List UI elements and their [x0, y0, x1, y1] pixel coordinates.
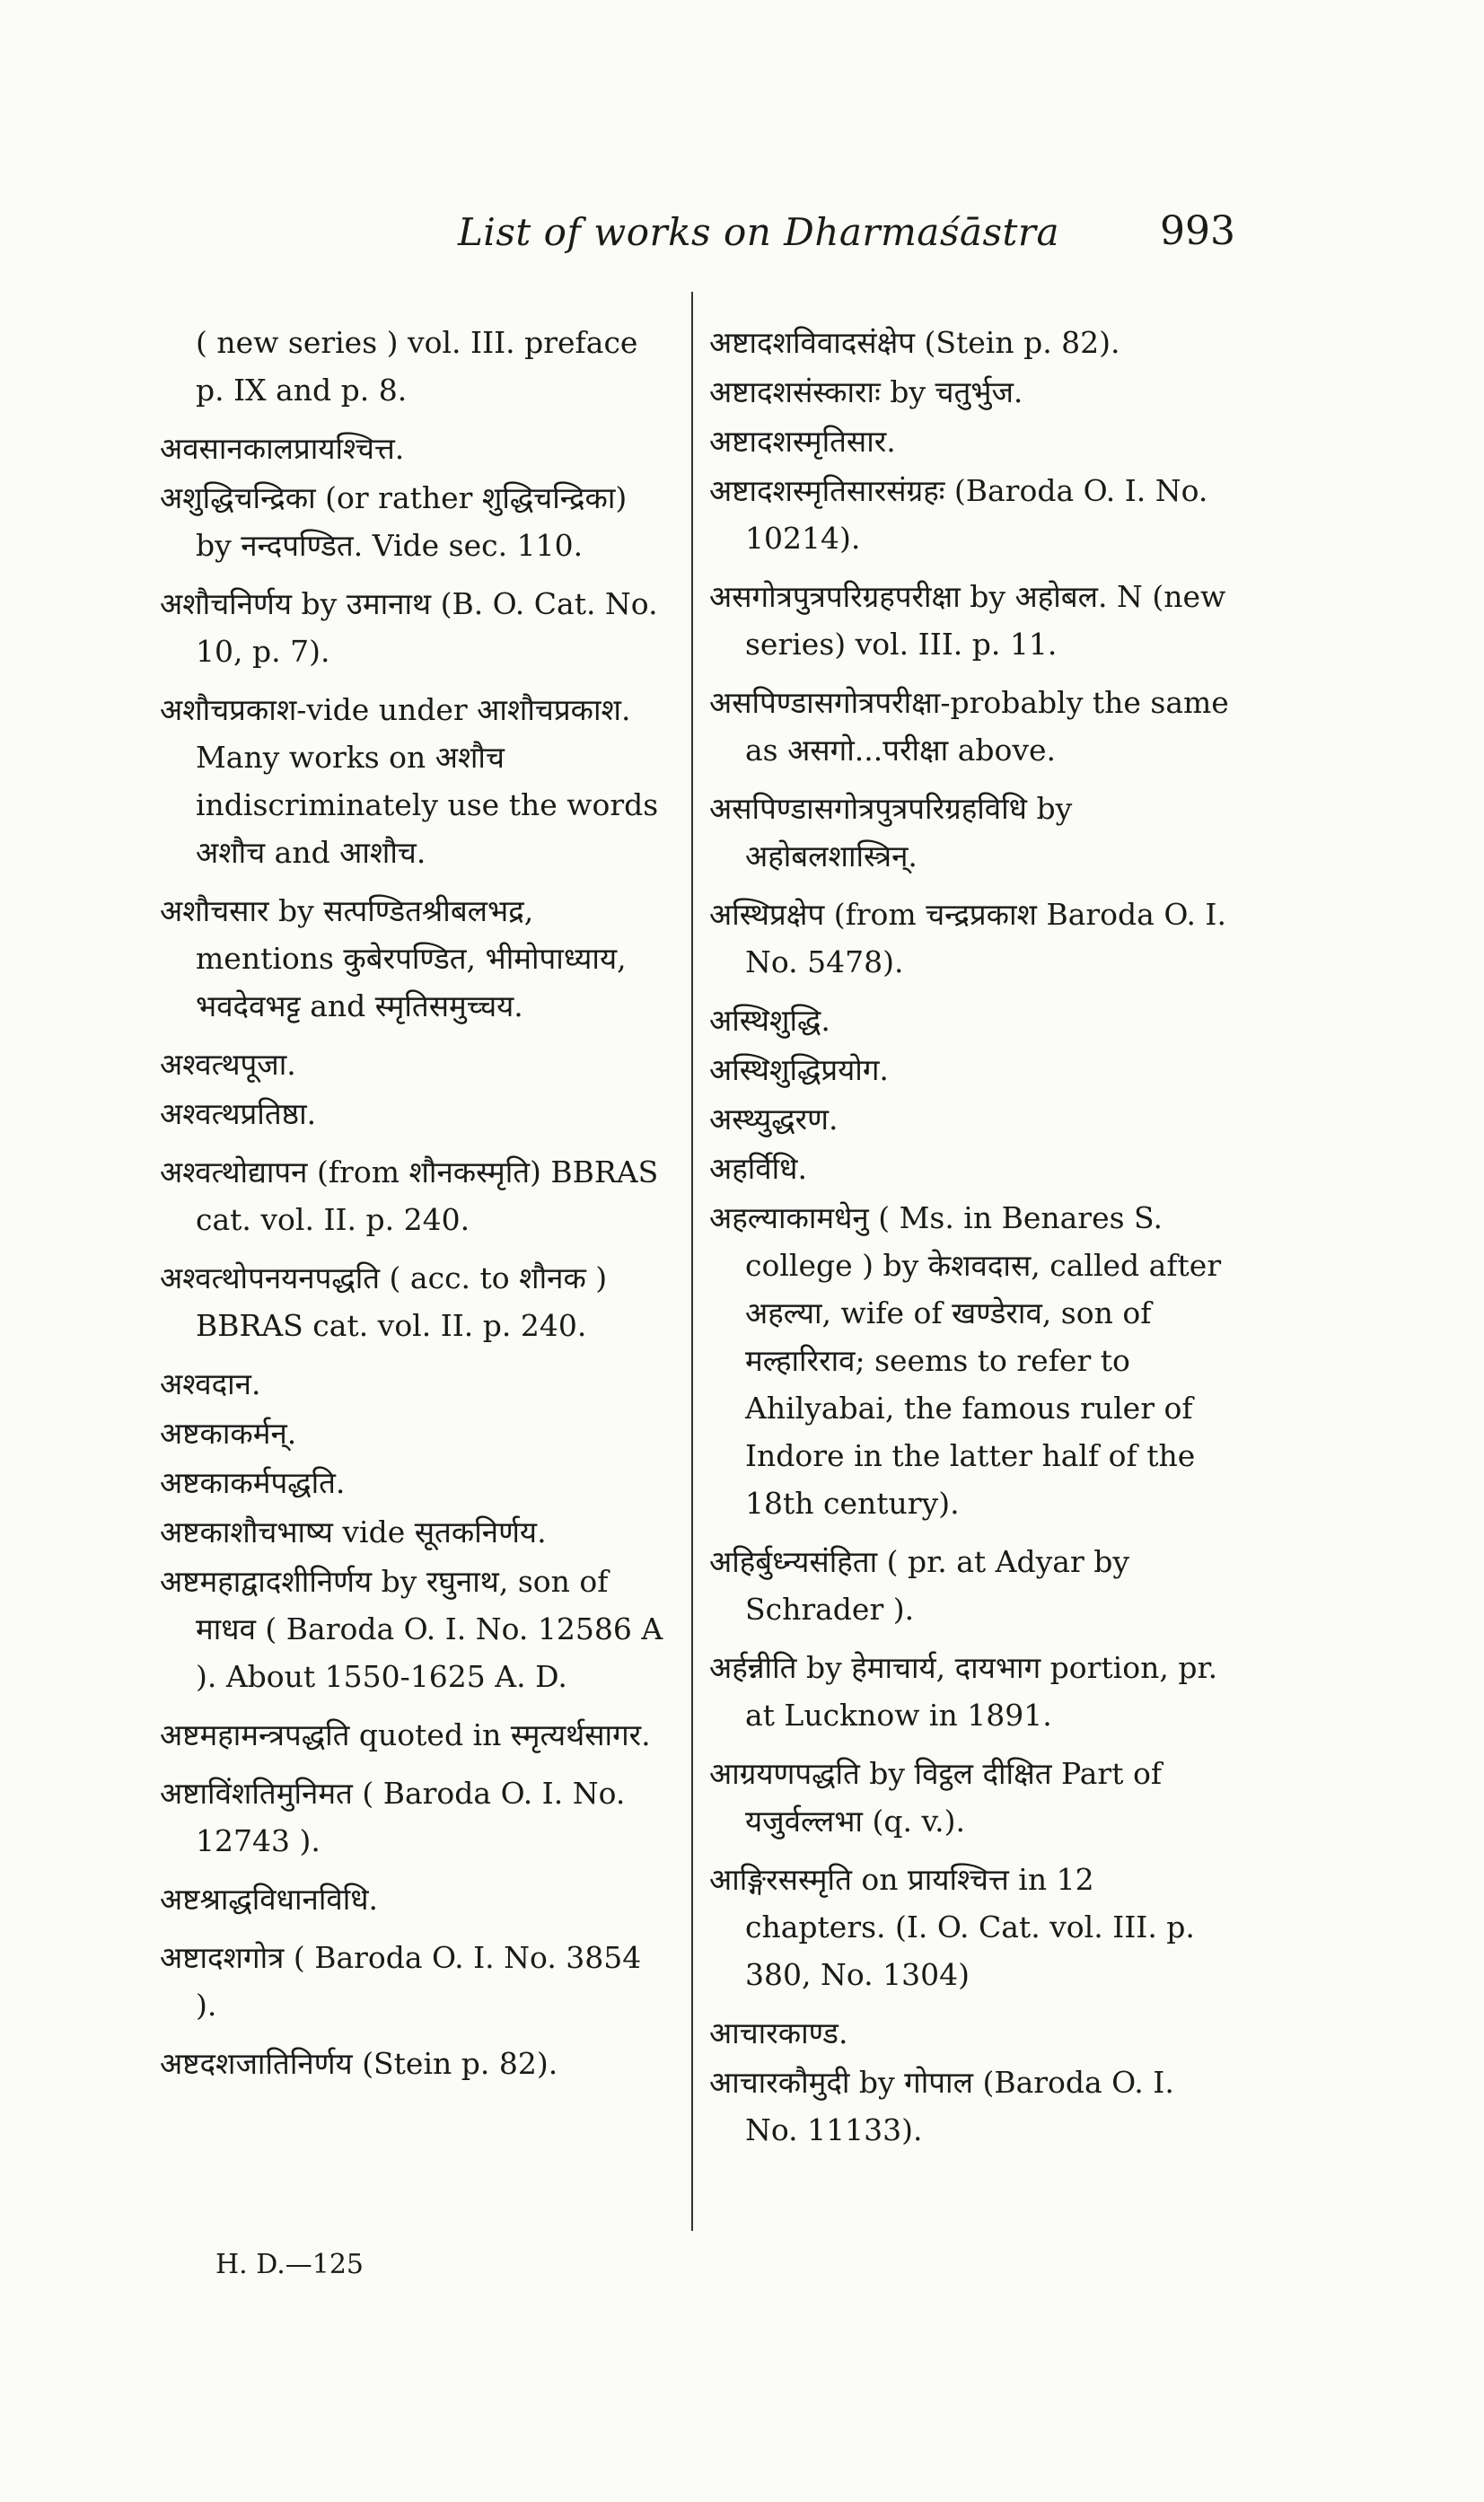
- entry: अष्टादशगोत्र ( Baroda O. I. No. 3854 ).: [160, 1940, 642, 2023]
- entry: अर्हन्नीति by हेमाचार्य, दायभाग portion, pr. at Lucknow in 1891.: [709, 1650, 1218, 1733]
- entry: अष्टमहाद्वादशीनिर्णय by रघुनाथ, son of माधव ( Baroda O. I. No. 12586 A ). About 1550-1625 A. D.: [160, 1564, 663, 1694]
- right-column: [709, 319, 1230, 2164]
- entry: अवसानकालप्रायश्चित्त.: [160, 431, 405, 466]
- entry: अस्थिप्रक्षेप (from चन्द्रप्रकाश Baroda O. I. No. 5478).: [709, 897, 1226, 979]
- page-header: [0, 205, 1484, 277]
- entry: अष्टकाकर्मन्.: [160, 1416, 297, 1451]
- entry: अष्टादशस्मृतिसारसंग्रहः (Baroda O. I. No. 10214).: [709, 473, 1208, 556]
- entry: अहल्याकामधेनु ( Ms. in Benares S. college ) by केशवदास, called after अहल्या, wife of खण्डेराव, son of मल्हारिराव; seems to refer to Ahilyabai, the famous ruler of Indore in the latter half of the 18th century).: [709, 1200, 1222, 1521]
- entry: अष्टश्राद्धविधानविधि.: [160, 1882, 379, 1917]
- entry: असपिण्डासगोत्रपरीक्षा-probably the same as असगो...परीक्षा above.: [709, 685, 1229, 768]
- entry: अश्वत्थप्रतिष्ठा.: [160, 1096, 317, 1131]
- entry: अष्टमहामन्त्रपद्धति quoted in स्मृत्यर्थसागर.: [160, 1717, 651, 1752]
- page-number: 993: [1160, 208, 1235, 254]
- entry: अष्टकाकर्मपद्धति.: [160, 1465, 346, 1500]
- entry: आङ्गिरसस्मृति on प्रायश्चित्त in 12 chapters. (I. O. Cat. vol. III. p. 380, No. 1304): [709, 1862, 1195, 1992]
- entry: अस्थिशुद्धिप्रयोग.: [709, 1052, 889, 1087]
- entry: अष्टदशजातिनिर्णय (Stein p. 82).: [160, 2046, 558, 2081]
- entry: अश्वत्थोपनयनपद्धति ( acc. to शौनक ) BBRAS cat. vol. II. p. 240.: [160, 1260, 608, 1343]
- entry: अष्टाविंशतिमुनिमत ( Baroda O. I. No. 12743 ).: [160, 1776, 626, 1858]
- entry: ( new series ) vol. III. preface p. IX and p. 8.: [196, 325, 638, 408]
- entry: आचारकाण्ड.: [709, 2015, 848, 2050]
- entry: अशौचनिर्णय by उमानाथ (B. O. Cat. No. 10, p. 7).: [160, 586, 658, 669]
- left-column: [160, 319, 672, 2098]
- entry: अष्टादशस्मृतिसार.: [709, 424, 896, 459]
- entry: अष्टादशविवादसंक्षेप (Stein p. 82).: [709, 325, 1120, 360]
- running-title: List of works on Dharmaśāstra: [458, 210, 1059, 254]
- entry: अश्वत्थपूजा.: [160, 1047, 296, 1082]
- entry: अश्वत्थोद्यापन (from शौनकस्मृति) BBRAS cat. vol. II. p. 240.: [160, 1154, 659, 1237]
- entry: अहर्विधि.: [709, 1151, 807, 1186]
- entry: आचारकौमुदी by गोपाल (Baroda O. I. No. 11133).: [709, 2065, 1174, 2147]
- entry: अहिर्बुध्न्यसंहिता ( pr. at Adyar by Schrader ).: [709, 1544, 1129, 1627]
- entry: अस्थिशुद्धि.: [709, 1003, 830, 1038]
- sheet-signature: H. D.—125: [215, 2249, 364, 2280]
- entry: अशुद्धिचन्द्रिका (or rather शुद्धिचन्द्रिका) by नन्दपण्डित. Vide sec. 110.: [160, 480, 628, 563]
- entry: अशौचप्रकाश-vide under आशौचप्रकाश. Many works on अशौच indiscriminately use the words अशौच and आशौच.: [160, 692, 659, 870]
- entry: अशौचसार by सत्पण्डितश्रीबलभद्र, mentions कुबेरपण्डित, भीमोपाध्याय, भवदेवभट्ट and स्मृतिसमुच्चय.: [160, 893, 627, 1023]
- entry: अस्थ्युद्धरण.: [709, 1102, 839, 1137]
- entry: असपिण्डासगोत्रपुत्रपरिग्रहविधि by अहोबलशास्त्रिन्.: [709, 791, 1073, 874]
- entry: असगोत्रपुत्रपरिग्रहपरीक्षा by अहोबल. N (new series) vol. III. p. 11.: [709, 579, 1226, 662]
- entry: आग्रयणपद्धति by विट्ठल दीक्षित Part of यजुर्वल्लभा (q. v.).: [709, 1756, 1163, 1839]
- entry: अष्टादशसंस्काराः by चतुर्भुज.: [709, 374, 1023, 409]
- column-divider: [691, 292, 693, 2231]
- entry: अष्टकाशौचभाष्य vide सूतकनिर्णय.: [160, 1514, 547, 1549]
- entry: अश्वदान.: [160, 1366, 261, 1401]
